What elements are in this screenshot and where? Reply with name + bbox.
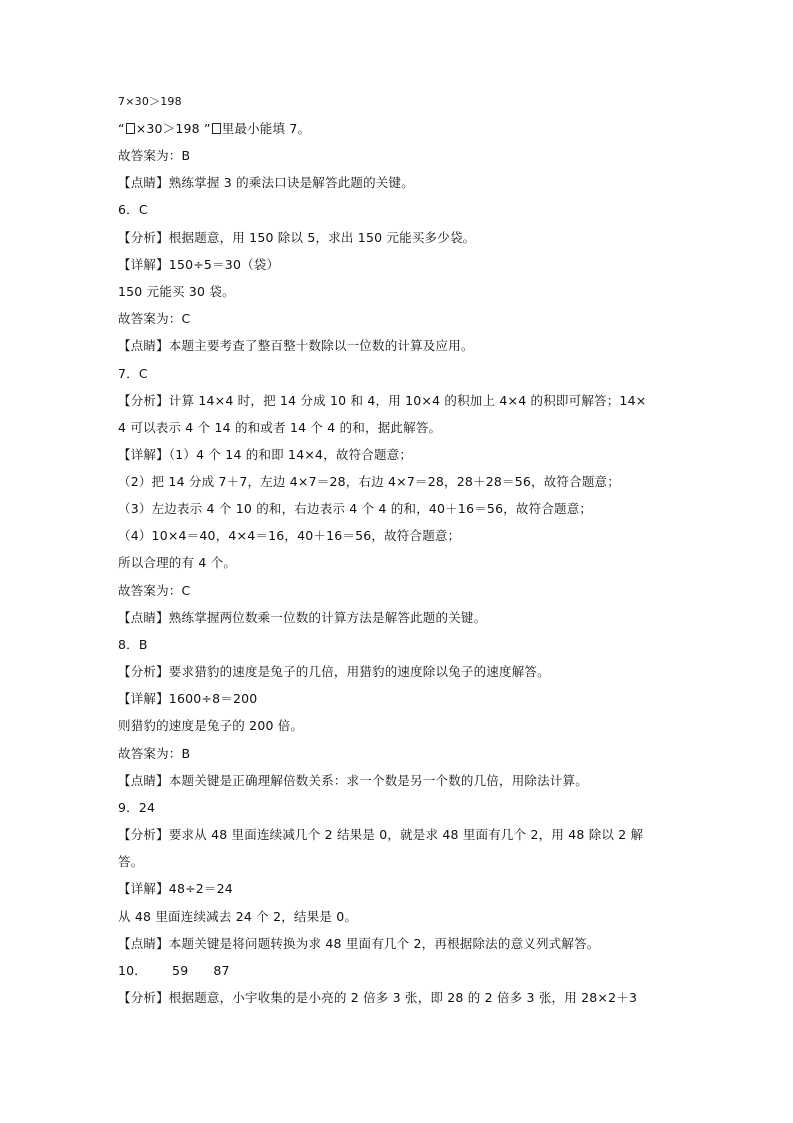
- text-line: 【分析】根据题意，用 150 除以 5，求出 150 元能买多少袋。: [118, 230, 476, 245]
- text-line: 【详解】1600÷8＝200: [118, 691, 258, 706]
- text-line: 【分析】要求猎豹的速度是兔子的几倍，用猎豹的速度除以兔子的速度解答。: [118, 664, 550, 679]
- text-line: 【点睛】熟练掌握两位数乘一位数的计算方法是解答此题的关键。: [118, 610, 487, 625]
- text-line: 故答案为：B: [118, 746, 191, 761]
- text-line: 【点睛】熟练掌握 3 的乘法口诀是解答此题的关键。: [118, 175, 414, 190]
- text-line: 【分析】要求从 48 里面连续减几个 2 结果是 0，就是求 48 里面有几个 2，用 48 除以 2 解: [118, 827, 644, 842]
- text-line: 从 48 里面连续减去 24 个 2，结果是 0。: [118, 909, 358, 924]
- text-line: [118, 121, 678, 137]
- text-line: 【分析】根据题意，小宇收集的是小亮的 2 倍多 3 张，即 28 的 2 倍多 3 张，用 28×2＋3: [118, 990, 638, 1005]
- text-line: （4）10×4＝40，4×4＝16，40＋16＝56，故符合题意；: [118, 528, 461, 543]
- text-line: （3）左边表示 4 个 10 的和，右边表示 4 个 4 的和，40＋16＝56，故符合题意；: [118, 501, 593, 516]
- text-line: 故答案为：B: [118, 148, 191, 163]
- text-line: 【点睛】本题关键是将问题转换为求 48 里面有几个 2，再根据除法的意义列式解答。: [118, 936, 600, 951]
- text-fragment: “: [118, 121, 125, 136]
- question-number: 6．C: [118, 202, 148, 217]
- text-line: 【详解】150÷5＝30（袋）: [118, 257, 280, 272]
- text-line: 故答案为：C: [118, 583, 191, 598]
- text-line: 【详解】（1）4 个 14 的和即 14×4，故符合题意；: [118, 447, 413, 462]
- question-number: 8．B: [118, 637, 148, 652]
- text-line: 150 元能买 30 袋。: [118, 284, 235, 299]
- text-line: 所以合理的有 4 个。: [118, 555, 237, 570]
- blank-box-icon: [212, 123, 221, 134]
- text-fragment: ×30＞198 ”: [135, 121, 211, 136]
- text-line: 【点睛】本题关键是正确理解倍数关系：求一个数是另一个数的几倍，用除法计算。: [118, 773, 588, 788]
- text-line: 4 可以表示 4 个 14 的和或者 14 个 4 的和，据此解答。: [118, 420, 442, 435]
- question-number: 9．24: [118, 800, 156, 815]
- text-line: （2）把 14 分成 7＋7，左边 4×7＝28，右边 4×7＝28，28＋28＝56，故符合题意；: [118, 474, 620, 489]
- text-line: 答。: [118, 854, 144, 869]
- text-line: 【分析】计算 14×4 时，把 14 分成 10 和 4，用 10×4 的积加上 4×4 的积即可解答；14×: [118, 393, 647, 408]
- text-line: 7×30＞198: [118, 95, 182, 108]
- question-number: 7．C: [118, 366, 148, 381]
- text-line: 则猎豹的速度是兔子的 200 倍。: [118, 718, 304, 733]
- text-line: 【详解】48÷2＝24: [118, 881, 233, 896]
- text-fragment: 里最小能填 7。: [221, 121, 311, 136]
- text-line: 故答案为：C: [118, 311, 191, 326]
- text-line: 【点睛】本题主要考查了整百整十数除以一位数的计算及应用。: [118, 338, 474, 353]
- question-number: 10． 59 87: [118, 963, 230, 978]
- blank-box-icon: [126, 123, 135, 134]
